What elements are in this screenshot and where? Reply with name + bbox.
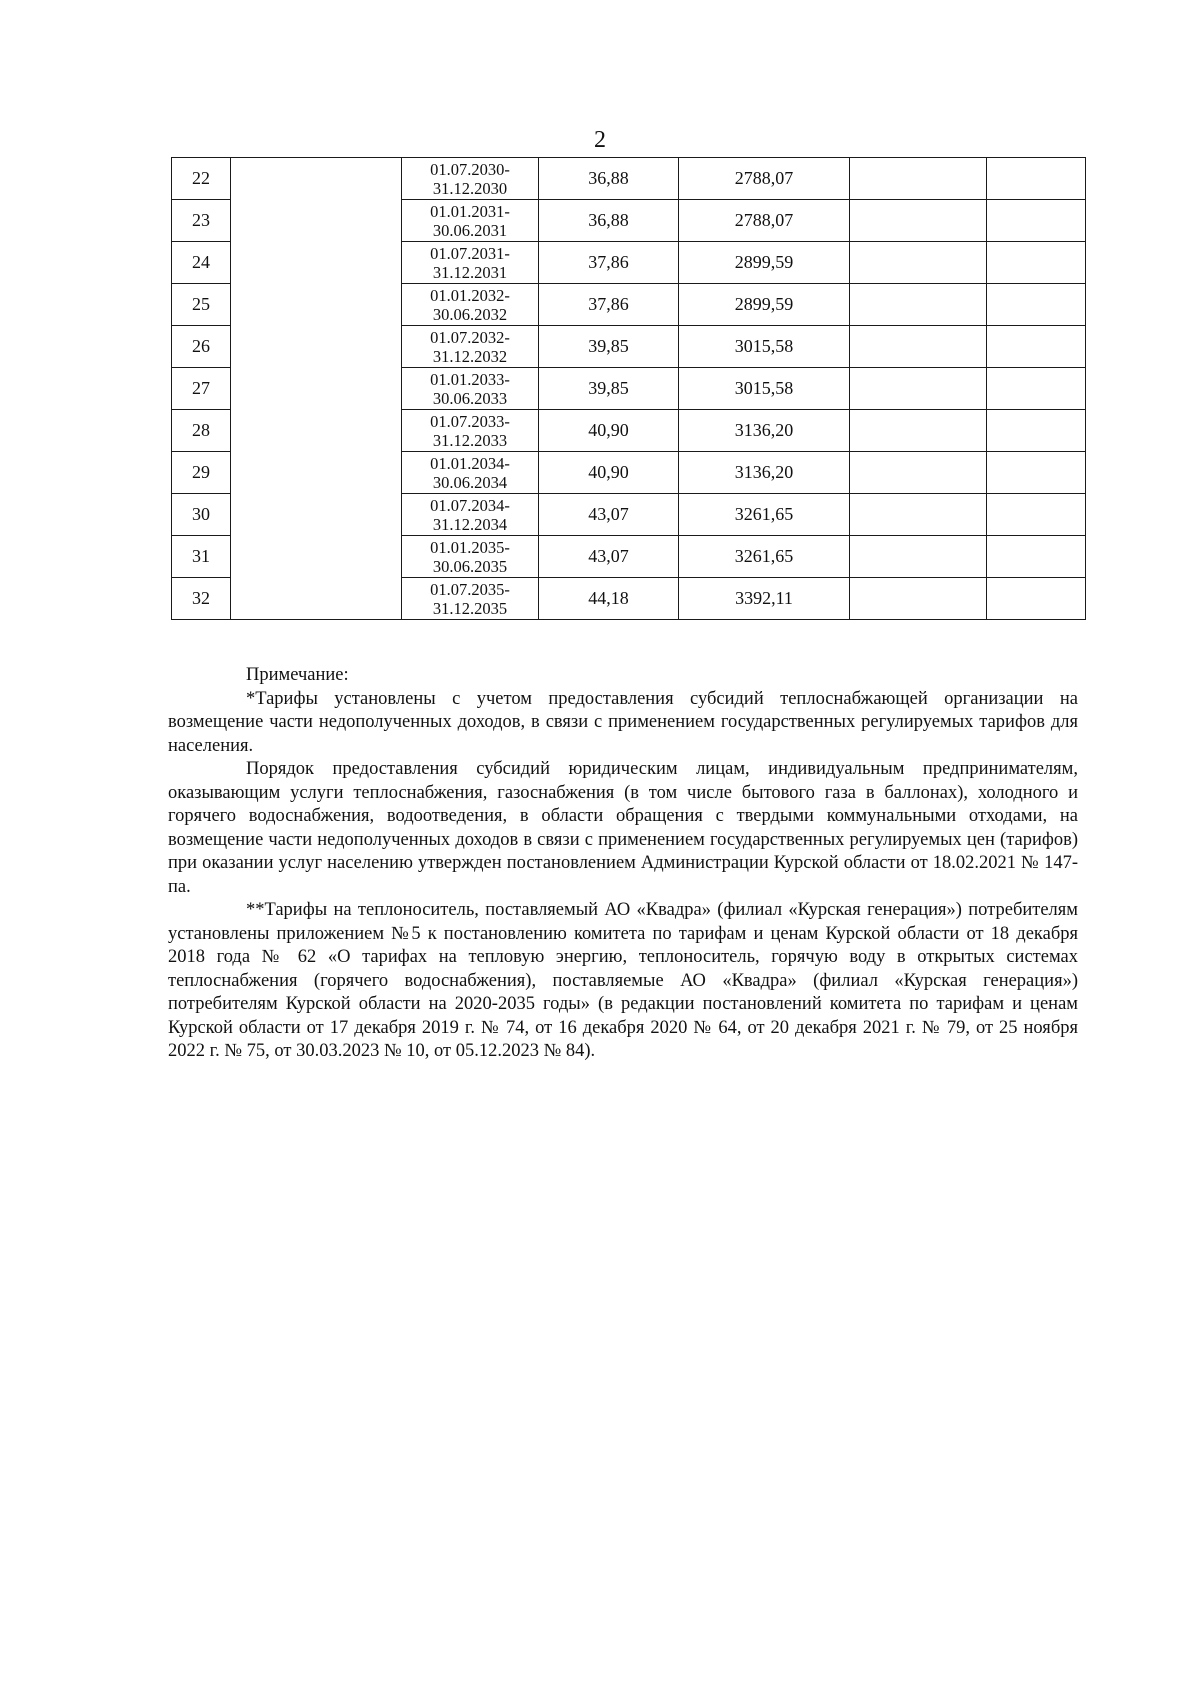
row-number-cell: 30 [172,494,231,536]
rate-cell-1: 40,90 [539,410,679,452]
note-paragraph-subsidies: *Тарифы установлены с учетом предоставления субсидий теплоснабжающей организации на возмещение части недополученных доходов, в связи с применением государственных регулируемых тарифов для населения. [168,688,1078,756]
empty-cell [850,368,987,410]
row-number-cell: 32 [172,578,231,620]
row-number-cell: 31 [172,536,231,578]
rate-cell-2: 3015,58 [679,368,850,410]
rate-cell-1: 37,86 [539,284,679,326]
rate-cell-2: 3392,11 [679,578,850,620]
rate-cell-2: 3136,20 [679,410,850,452]
row-number-cell: 24 [172,242,231,284]
empty-cell [850,158,987,200]
period-cell [402,368,539,410]
empty-cell [987,410,1086,452]
row-number-cell: 27 [172,368,231,410]
page-number: 2 [594,127,606,153]
period-cell [402,284,539,326]
empty-cell [987,242,1086,284]
empty-cell [850,536,987,578]
row-number-cell: 26 [172,326,231,368]
period-cell [402,578,539,620]
period-end: 30.06.2033 [432,388,508,408]
rate-cell-2: 2899,59 [679,242,850,284]
empty-cell [987,200,1086,242]
rate-cell-1: 43,07 [539,494,679,536]
period-start: 01.07.2035- [430,579,510,599]
period-start: 01.07.2031- [430,243,510,263]
notes-section [168,664,1078,1064]
row-number-cell: 28 [172,410,231,452]
empty-cell [850,326,987,368]
tariff-table [171,157,1086,620]
period-start: 01.07.2030- [430,159,510,179]
period-cell [402,410,539,452]
period-cell [402,494,539,536]
period-start: 01.01.2031- [430,201,510,221]
empty-cell [987,158,1086,200]
rate-cell-1: 43,07 [539,536,679,578]
period-end: 31.12.2031 [432,262,508,282]
empty-cell [987,326,1086,368]
row-number-cell: 22 [172,158,231,200]
empty-cell [987,494,1086,536]
organization-cell [231,158,402,620]
rate-cell-2: 3261,65 [679,536,850,578]
rate-cell-1: 39,85 [539,326,679,368]
rate-cell-2: 3261,65 [679,494,850,536]
empty-cell [987,452,1086,494]
row-number-cell: 23 [172,200,231,242]
rate-cell-1: 37,86 [539,242,679,284]
period-end: 30.06.2031 [432,220,508,240]
rate-cell-2: 3136,20 [679,452,850,494]
rate-cell-2: 2788,07 [679,158,850,200]
empty-cell [987,536,1086,578]
row-number-cell: 29 [172,452,231,494]
rate-cell-1: 36,88 [539,200,679,242]
rate-cell-1: 36,88 [539,158,679,200]
empty-cell [987,578,1086,620]
period-end: 30.06.2035 [432,556,508,576]
rate-cell-1: 40,90 [539,452,679,494]
period-cell [402,536,539,578]
empty-cell [850,242,987,284]
note-paragraph-heat-carrier: **Тарифы на теплоноситель, поставляемый АО «Квадра» (филиал «Курская генерация») потребителям установлены приложением №5 к постановлению комитета по тарифам и ценам Курской области от 18 декабря 2018 года № 62 «О тарифах на тепловую энергию, теплоноситель, горячую воду в открытых системах теплоснабжения (горячего водоснабжения), поставляемые АО «Квадра» (филиал «Курская генерация») потребителям Курской области на 2020-2035 годы» (в редакции постановлений комитета по тарифам и ценам Курской области от 17 декабря 2019 г. № 74, от 16 декабря 2020 № 64, от 20 декабря 2021 г. № 79, от 25 ноября 2022 г. № 75, от 30.03.2023 № 10, от 05.12.2023 № 84). [168,900,1078,1061]
rate-cell-2: 2788,07 [679,200,850,242]
empty-cell [850,494,987,536]
period-start: 01.07.2033- [430,411,510,431]
rate-cell-1: 44,18 [539,578,679,620]
empty-cell [850,578,987,620]
period-end: 31.12.2030 [432,178,508,198]
period-start: 01.07.2034- [430,495,510,515]
empty-cell [850,284,987,326]
period-start: 01.01.2034- [430,453,510,473]
empty-cell [850,200,987,242]
note-paragraph-procedure: Порядок предоставления субсидий юридическим лицам, индивидуальным предпринимателям, оказывающим услуги теплоснабжения, газоснабжения (в том числе бытового газа в баллонах), холодного и горячего водоснабжения, водоотведения, в области обращения с твердыми коммунальными отходами, на возмещение части недополученных доходов в связи с применением государственных регулируемых цен (тарифов) при оказании услуг населению утвержден постановлением Администрации Курской области от 18.02.2021 № 147-па. [168,759,1078,897]
empty-cell [987,284,1086,326]
period-end: 31.12.2035 [432,598,508,618]
rate-cell-2: 2899,59 [679,284,850,326]
rate-cell-2: 3015,58 [679,326,850,368]
period-cell [402,242,539,284]
period-cell [402,158,539,200]
period-cell [402,200,539,242]
empty-cell [987,368,1086,410]
period-start: 01.01.2033- [430,369,510,389]
period-cell [402,452,539,494]
tariff-table-body [172,158,1086,620]
period-start: 01.07.2032- [430,327,510,347]
period-end: 31.12.2034 [432,514,508,534]
period-end: 30.06.2034 [432,472,508,492]
empty-cell [850,452,987,494]
period-start: 01.01.2032- [430,285,510,305]
period-cell [402,326,539,368]
table-row [172,158,1086,200]
period-end: 30.06.2032 [432,304,508,324]
period-start: 01.01.2035- [430,537,510,557]
period-end: 31.12.2032 [432,346,508,366]
empty-cell [850,410,987,452]
notes-title: Примечание: [246,665,349,685]
period-end: 31.12.2033 [432,430,508,450]
row-number-cell: 25 [172,284,231,326]
rate-cell-1: 39,85 [539,368,679,410]
